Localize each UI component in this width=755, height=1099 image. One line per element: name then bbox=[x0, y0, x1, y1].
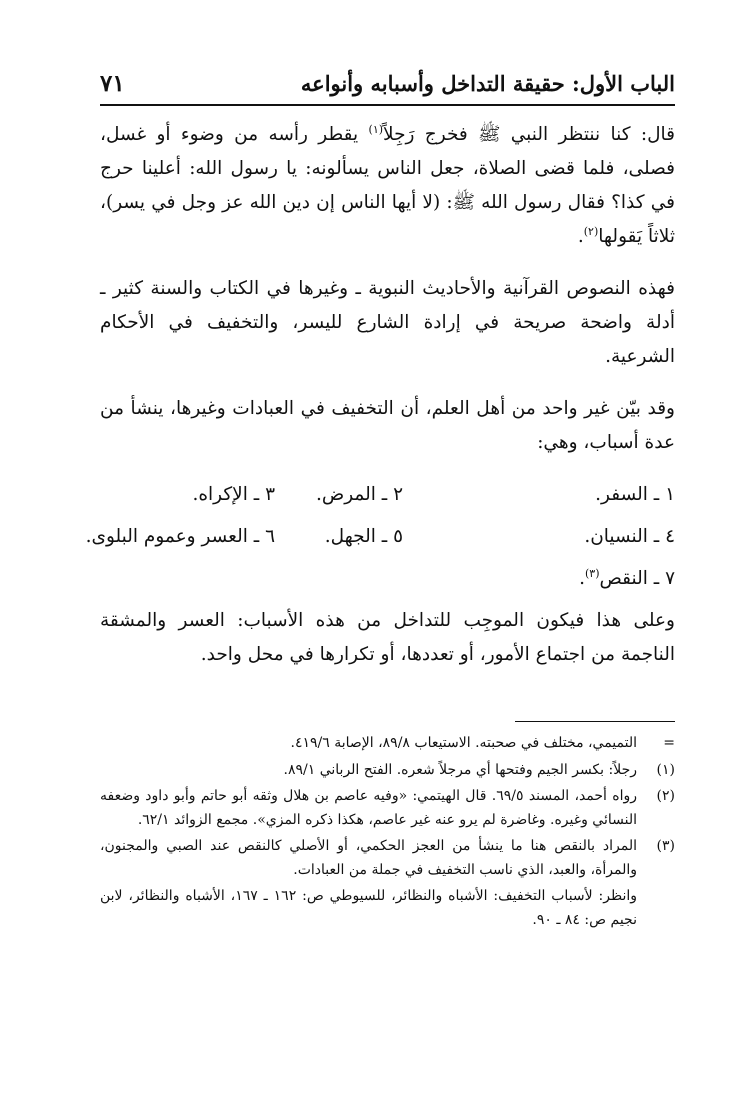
footnote-divider bbox=[515, 721, 675, 722]
footnote-label bbox=[637, 885, 675, 932]
causes-row-1 bbox=[100, 478, 675, 512]
cause-item: ٣ ـ الإكراه. bbox=[192, 484, 275, 505]
paragraph-hadith-end: . bbox=[577, 226, 584, 247]
footnote-ref-1: (١) bbox=[368, 122, 384, 136]
paragraph-hadith-text-a: قال: كنا ننتظر النبي ﷺ فخرج رَجِلاً bbox=[383, 124, 675, 145]
cause-item: ٢ ـ المرض. bbox=[315, 484, 403, 505]
footnotes bbox=[100, 732, 675, 935]
running-head: الباب الأول: حقيقة التداخل وأسبابه وأنواعه bbox=[300, 71, 675, 96]
paragraph-conclusion: وعلى هذا فيكون الموجِب للتداخل من هذه الأسباب: العسر والمشقة الناجمة من اجتماع الأمور، أو تعددها، أو تكرارها في محل واحد. bbox=[100, 610, 675, 665]
cause-item: ١ ـ السفر. bbox=[595, 484, 675, 505]
footnote-text: المراد بالنقص هنا ما ينشأ من العجز الحكمي، أو الأصلي كالنقص عند الصبي والمجنون، والمرأة، والعبد، الذي ناسب التخفيف في جملة من العبادات. bbox=[100, 838, 638, 878]
paragraph-hadith-text-b: يقطر رأسه من وضوء أو غسل، فصلى، فلما قضى الصلاة، جعل الناس يسألونه: يا رسول الله: أعلينا حرج في كذا؟ فقال رسول الله ﷺ: (لا أيها الناس إن دين الله عز وجل في يسر)، ثلاثاً يَقولها bbox=[100, 124, 675, 247]
footnote bbox=[100, 835, 675, 882]
main-text bbox=[85, 118, 675, 690]
paragraph-causes-intro: وقد بيّن غير واحد من أهل العلم، أن التخفيف في العبادات وغيرها، ينشأ من عدة أسباب، وهي: bbox=[100, 398, 675, 453]
cause-item: ٦ ـ العسر وعموم البلوى. bbox=[85, 526, 275, 547]
paragraph-texts-evidence: فهذه النصوص القرآنية والأحاديث النبوية ـ وغيرها في الكتاب والسنة كثير ـ أدلة واضحة صريحة في إرادة الشارع لليسر، والتخفيف في الأحكام الشرعية. bbox=[100, 278, 675, 367]
cause-item: ٥ ـ الجهل. bbox=[324, 526, 403, 547]
footnote bbox=[100, 732, 675, 756]
cause-item: ٤ ـ النسيان. bbox=[584, 526, 675, 547]
footnote-label: (٢) bbox=[656, 788, 675, 804]
footnote-ref-3: (٣) bbox=[584, 566, 600, 580]
footnote-ref-2: (٢) bbox=[583, 224, 599, 238]
causes-row-2 bbox=[85, 520, 675, 554]
footnote-label: = bbox=[663, 735, 675, 751]
footnote bbox=[100, 885, 675, 932]
causes-row-3 bbox=[100, 562, 675, 596]
footnote-label: (١) bbox=[656, 761, 675, 778]
paragraph-hadith bbox=[100, 118, 675, 254]
page-number: ٧١ bbox=[100, 70, 125, 97]
footnote-text: وانظر: لأسباب التخفيف: الأشباه والنظائر، للسيوطي ص: ١٦٢ ـ ١٦٧، الأشباه والنظائر، لابن نجيم ص: ٨٤ ـ ٩٠. bbox=[100, 888, 638, 928]
cause-item-deficiency bbox=[579, 562, 675, 596]
footnote-label: (٣) bbox=[656, 838, 675, 854]
footnote bbox=[100, 785, 675, 832]
page-header bbox=[100, 66, 675, 106]
cause-item: ٧ ـ النقص bbox=[599, 568, 675, 589]
footnote-text: رواه أحمد، المسند ٦٩/٥. قال الهيتمي: «وفيه عاصم بن هلال وثقه أبو حاتم وأبو داود وضعفه النسائي وغيره. وغاضرة لم يرو عنه غير عاصم، هكذا ذكره المزي». مجمع الزوائد ٦٢/١. bbox=[100, 788, 638, 828]
footnote-text: رجلاً: بكسر الجيم وفتحها أي مرجلاً شعره. الفتح الرباني ٨٩/١. bbox=[283, 761, 637, 778]
footnote bbox=[100, 759, 675, 783]
cause-item-end: . bbox=[579, 568, 585, 589]
footnote-text: التميمي، مختلف في صحبته. الاستيعاب ٨٩/٨، الإصابة ٤١٩/٦. bbox=[290, 735, 637, 751]
